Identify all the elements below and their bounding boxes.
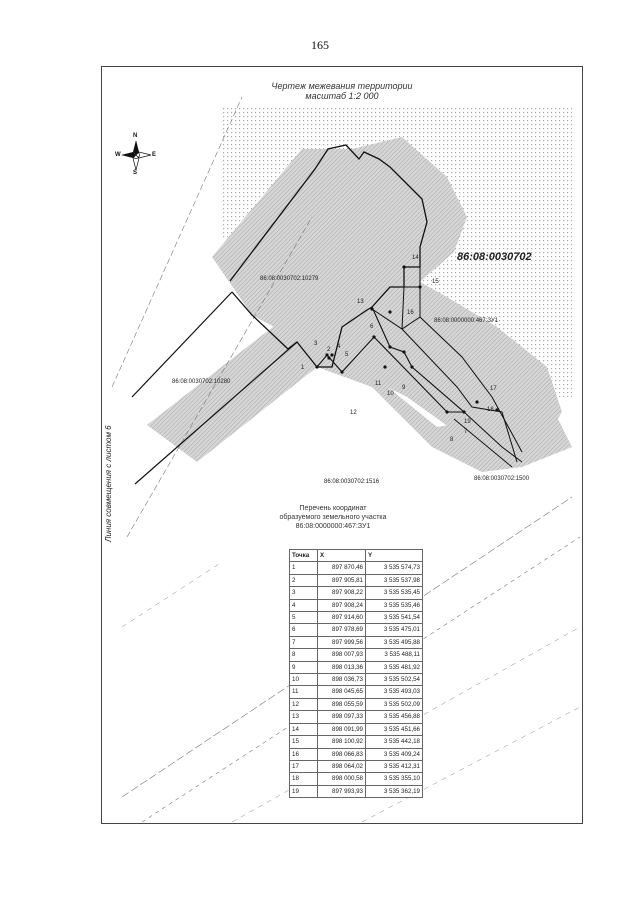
cell-y: 3 535 541,54 (366, 612, 423, 624)
point-label: 5 (345, 352, 349, 358)
point-label: 15 (432, 279, 439, 285)
header-x: X (318, 550, 366, 562)
point-label: 16 (407, 310, 414, 316)
cell-x: 898 013,36 (318, 661, 366, 673)
block-cadastral-number: 86:08:0030702 (457, 251, 532, 263)
map-title: Чертеж межевания территории (271, 81, 413, 91)
compass-east: E (152, 152, 157, 158)
point-label: 4 (337, 344, 341, 350)
cell-x: 897 914,60 (318, 612, 366, 624)
cell-y: 3 535 495,88 (366, 636, 423, 648)
cell-point: 17 (290, 760, 318, 772)
cell-y: 3 535 442,18 (366, 736, 423, 748)
cell-x: 898 097,33 (318, 711, 366, 723)
parcel-label-zu1: 86:08:0000000:467:ЗУ1 (434, 318, 499, 324)
table-row (290, 760, 423, 772)
point-label: 19 (464, 419, 471, 425)
cell-y: 3 535 409,24 (366, 748, 423, 760)
compass-south: S (133, 170, 138, 176)
cell-point: 13 (290, 711, 318, 723)
table-row (290, 698, 423, 710)
cell-y: 3 535 456,88 (366, 711, 423, 723)
point-label: 10 (387, 391, 394, 397)
compass-rose-icon (121, 140, 151, 170)
cell-y: 3 535 355,10 (366, 773, 423, 785)
table-row (290, 723, 423, 735)
cell-x: 898 055,59 (318, 698, 366, 710)
cell-point: 5 (290, 612, 318, 624)
parcel-label-1500: 86:08:0030702:1500 (474, 476, 530, 482)
table-row (290, 574, 423, 586)
point-label: 18 (487, 407, 494, 413)
cell-x: 898 064,02 (318, 760, 366, 772)
cell-y: 3 535 412,31 (366, 760, 423, 772)
point-label: 11 (375, 381, 382, 387)
table-row (290, 773, 423, 785)
coords-list-title: Перечень координат (299, 505, 367, 512)
table-row (290, 661, 423, 673)
point-label: 14 (412, 255, 419, 261)
table-row (290, 612, 423, 624)
point-label: 6 (370, 324, 374, 330)
cell-point: 8 (290, 649, 318, 661)
table-row (290, 587, 423, 599)
cell-x: 898 066,83 (318, 748, 366, 760)
parcel-label-10279: 86:08:0030702:10279 (260, 276, 319, 282)
point-label: 13 (357, 299, 364, 305)
parcel-label-1516: 86:08:0030702:1516 (324, 479, 380, 485)
point-label: 17 (490, 386, 497, 392)
point-label: 9 (402, 385, 406, 391)
cell-x: 898 007,93 (318, 649, 366, 661)
cell-y: 3 535 493,03 (366, 686, 423, 698)
table-row (290, 785, 423, 797)
cell-point: 4 (290, 599, 318, 611)
compass-west: W (115, 152, 121, 158)
coordinates-table-body (290, 562, 423, 798)
cell-point: 16 (290, 748, 318, 760)
point-label: 7 (464, 429, 468, 435)
cell-point: 9 (290, 661, 318, 673)
table-row (290, 748, 423, 760)
table-row (290, 649, 423, 661)
table-row (290, 674, 423, 686)
cell-x: 898 045,65 (318, 686, 366, 698)
table-row (290, 636, 423, 648)
table-row (290, 562, 423, 574)
cell-x: 898 091,99 (318, 723, 366, 735)
header-y: Y (366, 550, 423, 562)
point-label: 8 (450, 437, 454, 443)
cell-y: 3 535 475,01 (366, 624, 423, 636)
cell-y: 3 535 362,19 (366, 785, 423, 797)
parcel-boundary-10280-lower (135, 342, 297, 484)
table-row (290, 686, 423, 698)
cell-point: 6 (290, 624, 318, 636)
parcel-label-10280: 86:08:0030702:10280 (172, 379, 231, 385)
cell-y: 3 535 535,46 (366, 599, 423, 611)
cell-x: 897 993,93 (318, 785, 366, 797)
coords-list-parcel: 86:08:0000000:467:ЗУ1 (295, 523, 371, 530)
cell-x: 898 100,92 (318, 736, 366, 748)
cell-x: 897 870,46 (318, 562, 366, 574)
cell-x: 897 999,56 (318, 636, 366, 648)
cell-point: 15 (290, 736, 318, 748)
compass-north: N (133, 133, 138, 139)
cell-point: 12 (290, 698, 318, 710)
table-row (290, 599, 423, 611)
page-number: 165 (311, 38, 329, 52)
cell-x: 897 978,69 (318, 624, 366, 636)
cell-point: 10 (290, 674, 318, 686)
reference-line-7 (122, 562, 222, 627)
cell-x: 898 000,58 (318, 773, 366, 785)
cell-point: 11 (290, 686, 318, 698)
point-label: 1 (301, 365, 305, 371)
map-scale: масштаб 1:2 000 (305, 91, 379, 101)
cell-x: 898 036,73 (318, 674, 366, 686)
table-row (290, 711, 423, 723)
cell-point: 19 (290, 785, 318, 797)
cell-x: 897 908,24 (318, 599, 366, 611)
cell-x: 897 908,22 (318, 587, 366, 599)
cell-y: 3 535 574,73 (366, 562, 423, 574)
cell-point: 2 (290, 574, 318, 586)
cell-y: 3 535 488,11 (366, 649, 423, 661)
coordinates-table (289, 549, 423, 798)
map-drawing-frame (101, 66, 583, 824)
point-label: 2 (327, 347, 331, 353)
cell-point: 3 (290, 587, 318, 599)
cell-y: 3 535 481,92 (366, 661, 423, 673)
table-row (290, 736, 423, 748)
cell-point: 18 (290, 773, 318, 785)
cell-y: 3 535 537,98 (366, 574, 423, 586)
cell-point: 14 (290, 723, 318, 735)
reference-line-1 (112, 97, 242, 387)
header-point: Точка (290, 550, 318, 562)
cell-y: 3 535 451,66 (366, 723, 423, 735)
coords-list-subtitle: образуемого земельного участка (279, 514, 387, 521)
cell-y: 3 535 502,54 (366, 674, 423, 686)
cell-y: 3 535 535,45 (366, 587, 423, 599)
table-header-row (290, 550, 423, 562)
cell-y: 3 535 502,09 (366, 698, 423, 710)
sheet-junction-label: Линия совмещения с листом 6 (104, 425, 113, 542)
cell-x: 897 905,81 (318, 574, 366, 586)
table-row (290, 624, 423, 636)
cell-point: 7 (290, 636, 318, 648)
point-label: 12 (350, 410, 357, 416)
cell-point: 1 (290, 562, 318, 574)
point-label: 3 (314, 341, 318, 347)
